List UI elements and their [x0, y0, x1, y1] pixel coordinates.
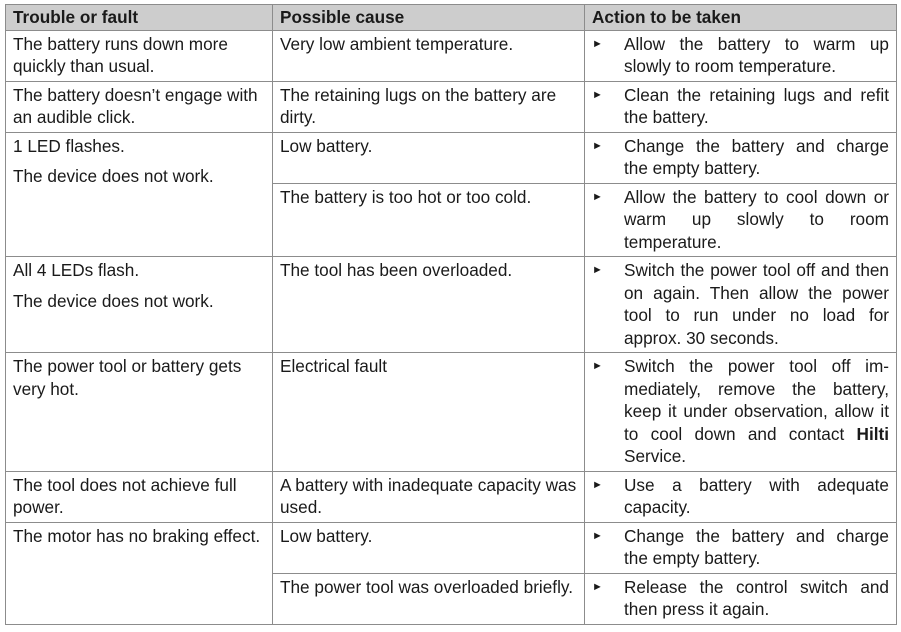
fault-cell: [6, 353, 273, 472]
cause-cell: Low battery.: [273, 522, 585, 573]
bullet-icon: ►: [592, 139, 603, 152]
action-cell: [585, 81, 897, 132]
action-cell: [585, 257, 897, 353]
cause-cell: Low battery.: [273, 132, 585, 183]
header-row: [6, 5, 897, 31]
cause-cell: The retaining lugs on the battery are dirty.: [273, 81, 585, 132]
cause-cell: The tool has been overloaded.: [273, 257, 585, 353]
table-row: [6, 257, 897, 353]
fault-cell: [6, 30, 273, 81]
action-cell: [585, 353, 897, 472]
bullet-icon: ►: [592, 360, 603, 372]
bullet-icon: ►: [592, 190, 603, 203]
cause-cell: The battery is too hot or too cold.: [273, 183, 585, 257]
fault-cell: [6, 81, 273, 132]
cause-cell: The power tool was overloaded briefly.: [273, 573, 585, 624]
fault-text: The motor has no braking effect.: [13, 525, 261, 546]
cause-cell: A battery with inadequate capacity was used.: [273, 471, 585, 522]
table-row: [6, 471, 897, 522]
action-text: Switch the power tool off and then on again. Then allow the power tool to run under no load for approx. 30 seconds.: [624, 260, 889, 348]
brand-name: Hilti: [856, 423, 889, 444]
action-cell: [585, 471, 897, 522]
bullet-icon: ►: [592, 580, 603, 593]
action-text: Allow the battery to warm up slowly to room temperature.: [624, 33, 889, 76]
header-action: Action to be taken: [585, 5, 897, 31]
header-trouble: Trouble or fault: [6, 5, 273, 31]
action-cell: [585, 573, 897, 624]
action-cell: [585, 30, 897, 81]
fault-text: The tool does not achieve full power.: [13, 474, 237, 517]
table-row: [6, 30, 897, 81]
fault-cell: [6, 132, 273, 257]
fault-text: The battery runs down more quickly than usual.: [13, 33, 228, 76]
action-text-main: Switch the power tool off im-mediately, remove the battery, keep it under observation, allow it to cool down and contact: [624, 356, 889, 444]
action-text: Change the battery and charge the empty battery.: [624, 525, 889, 568]
bullet-icon: ►: [592, 264, 603, 276]
troubleshooting-table: [5, 4, 897, 625]
cause-cell: Very low ambient temperature.: [273, 30, 585, 81]
fault-text: The device does not work.: [13, 290, 214, 311]
fault-cell: [6, 471, 273, 522]
fault-text: 1 LED flashes.: [13, 135, 125, 156]
fault-cell: [6, 257, 273, 353]
action-text: Release the control switch and then press it again.: [624, 576, 889, 619]
fault-text: The device does not work.: [13, 166, 214, 186]
fault-text: All 4 LEDs flash.: [13, 260, 140, 280]
action-cell: [585, 183, 897, 257]
fault-text: The battery doesn’t engage with an audible click.: [13, 84, 258, 127]
bullet-icon: ►: [592, 478, 603, 491]
table-row: [6, 522, 897, 573]
table-row: [6, 132, 897, 183]
action-text: [624, 355, 889, 468]
bullet-icon: ►: [592, 529, 603, 542]
action-cell: [585, 132, 897, 183]
table-row: [6, 81, 897, 132]
bullet-icon: ►: [592, 88, 603, 101]
bullet-icon: ►: [592, 37, 603, 50]
action-text: Use a battery with adequate capacity.: [624, 474, 889, 517]
fault-cell: [6, 522, 273, 624]
cause-cell: Electrical fault: [273, 353, 585, 472]
action-text-tail: Service.: [624, 446, 687, 466]
fault-text: The power tool or battery gets very hot.: [13, 356, 242, 399]
table-row: [6, 353, 897, 472]
action-text: Allow the battery to cool down or warm up slowly to room temperature.: [624, 186, 889, 252]
action-cell: [585, 522, 897, 573]
header-cause: Possible cause: [273, 5, 585, 31]
action-text: Clean the retaining lugs and refit the battery.: [624, 84, 889, 127]
action-text: Change the battery and charge the empty battery.: [624, 135, 889, 178]
